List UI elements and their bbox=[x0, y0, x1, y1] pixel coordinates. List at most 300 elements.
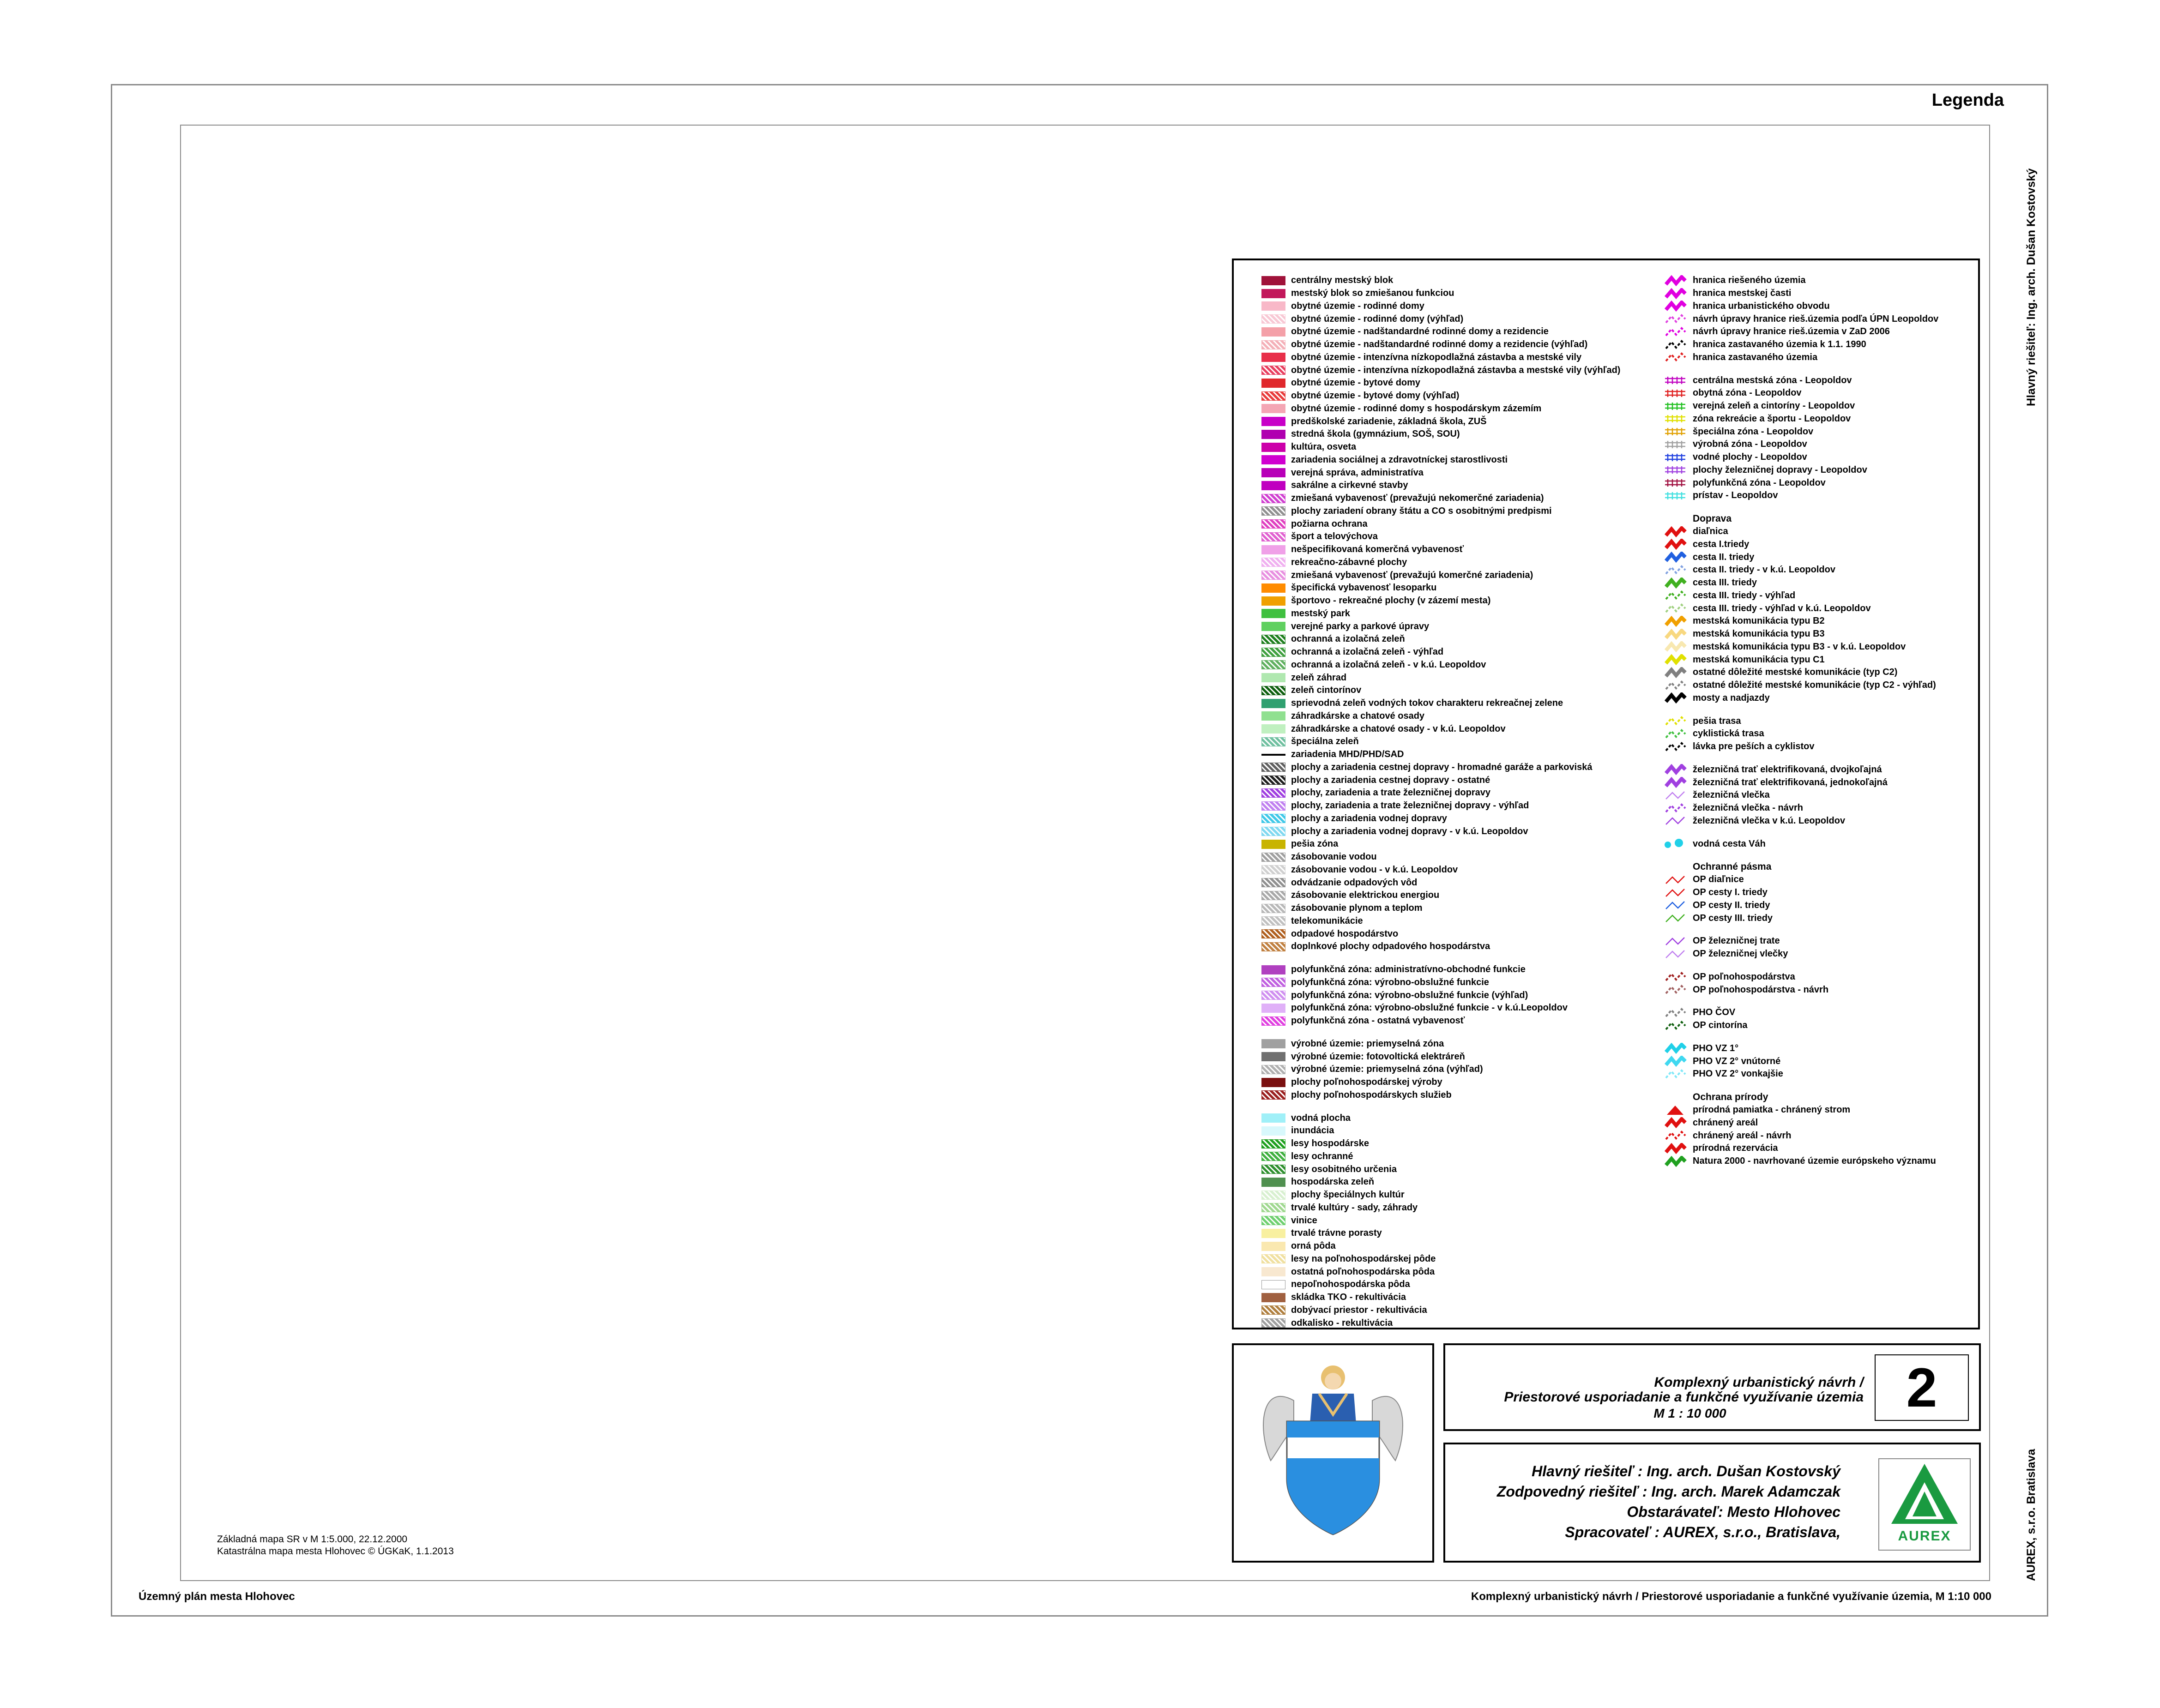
legend-item-label: centrálna mestská zóna - Leopoldov bbox=[1693, 375, 1852, 385]
legend-swatch bbox=[1261, 1113, 1285, 1123]
legend-item bbox=[1663, 274, 1938, 287]
legend-item bbox=[1261, 1176, 1620, 1189]
legend-item bbox=[1663, 300, 1938, 313]
legend-swatch bbox=[1261, 366, 1285, 375]
legend-item-label: cesta II. triedy - v k.ú. Leopoldov bbox=[1693, 565, 1835, 575]
legend-item-label: zeleň záhrad bbox=[1291, 672, 1347, 683]
legend-item-label: ochranná a izolačná zeleň bbox=[1291, 634, 1405, 644]
legend-swatch bbox=[1261, 622, 1285, 631]
legend-item bbox=[1261, 812, 1620, 825]
legend-swatch bbox=[1261, 1165, 1285, 1174]
legend-item bbox=[1663, 692, 1938, 705]
legend-line-symbol bbox=[1663, 464, 1687, 475]
legend-item-label: polyfunkčná zóna: výrobno-obslužné funkcie - v k.ú.Leopoldov bbox=[1291, 1003, 1568, 1013]
legend-item-label: obytné územie - rodinné domy s hospodárskym zázemím bbox=[1291, 403, 1542, 414]
legend-item bbox=[1261, 1038, 1620, 1051]
legend-swatch bbox=[1261, 788, 1285, 798]
legend-swatch bbox=[1261, 699, 1285, 708]
legend-swatch bbox=[1261, 686, 1285, 695]
legend-swatch bbox=[1261, 391, 1285, 401]
legend-swatch bbox=[1261, 1267, 1285, 1276]
legend-item-label: ostatné dôležité mestské komunikácie (typ C2) bbox=[1693, 667, 1898, 678]
legend-swatch bbox=[1261, 814, 1285, 823]
legend-item bbox=[1261, 761, 1620, 774]
legend-item-label: prírodná rezervácia bbox=[1693, 1143, 1778, 1154]
legend-line-symbol bbox=[1663, 275, 1687, 286]
legend-item-label: hranica riešeného územia bbox=[1693, 275, 1806, 286]
credit-base-map: Základná mapa SR v M 1:5.000, 22.12.2000 bbox=[217, 1534, 408, 1545]
legend-line-symbol bbox=[1663, 401, 1687, 412]
legend-swatch bbox=[1261, 711, 1285, 721]
legend-line-symbol bbox=[1663, 1020, 1687, 1031]
legend-item-label: obytné územie - rodinné domy (výhľad) bbox=[1291, 313, 1464, 324]
legend-gap bbox=[1663, 502, 1938, 512]
legend-swatch bbox=[1261, 1139, 1285, 1149]
legend-item-label: mestský park bbox=[1291, 608, 1350, 619]
legend-item bbox=[1261, 454, 1620, 467]
legend-swatch bbox=[1261, 1254, 1285, 1263]
legend-item-label: OP poľnohospodárstva bbox=[1693, 971, 1795, 982]
legend-item-label: plochy poľnohospodárskej výroby bbox=[1291, 1077, 1442, 1088]
legend-swatch bbox=[1261, 750, 1285, 759]
legend-item bbox=[1261, 1227, 1620, 1240]
legend-item-label: plochy poľnohospodárskych služieb bbox=[1291, 1089, 1452, 1100]
legend-item-label: telekomunikácie bbox=[1291, 915, 1363, 926]
legend-item bbox=[1261, 620, 1620, 633]
legend-line-symbol bbox=[1663, 352, 1687, 363]
legend-item bbox=[1261, 300, 1620, 313]
legend-item bbox=[1663, 400, 1938, 413]
legend-line-symbol bbox=[1663, 936, 1687, 947]
legend-item bbox=[1663, 387, 1938, 400]
legend-swatch bbox=[1261, 494, 1285, 503]
legend-swatch bbox=[1261, 1078, 1285, 1087]
legend-column-land-use bbox=[1261, 274, 1620, 1329]
legend-item-label: ochranná a izolačná zeleň - v k.ú. Leopoldov bbox=[1291, 659, 1486, 670]
legend-item bbox=[1261, 748, 1620, 761]
legend-item-label: diaľnica bbox=[1693, 526, 1728, 537]
legend-item bbox=[1261, 1317, 1620, 1329]
legend-line-symbol bbox=[1663, 413, 1687, 424]
legend-line-symbol bbox=[1663, 603, 1687, 614]
legend-item-label: odpadové hospodárstvo bbox=[1291, 928, 1399, 939]
legend-item-label: pešia zóna bbox=[1291, 839, 1339, 849]
legend-line-symbol bbox=[1663, 490, 1687, 501]
legend-line-symbol bbox=[1663, 526, 1687, 537]
legend-item-label: mestská komunikácia typu B3 bbox=[1693, 629, 1825, 639]
legend-item bbox=[1261, 659, 1620, 672]
legend-swatch bbox=[1261, 1318, 1285, 1328]
aurex-logo-icon bbox=[1878, 1458, 1971, 1551]
legend-item bbox=[1663, 873, 1938, 886]
legend-line-symbol bbox=[1663, 313, 1687, 325]
legend-item bbox=[1663, 551, 1938, 564]
drawing-title-line1: Komplexný urbanistický návrh / bbox=[1654, 1375, 1864, 1390]
legend-item-label: vinice bbox=[1291, 1215, 1317, 1226]
legend-item-label: lesy ochranné bbox=[1291, 1151, 1353, 1161]
legend-item bbox=[1261, 1214, 1620, 1227]
legend-item bbox=[1261, 466, 1620, 479]
legend-gap bbox=[1663, 996, 1938, 1006]
legend-line-symbol bbox=[1663, 439, 1687, 450]
legend-swatch bbox=[1261, 1004, 1285, 1013]
legend-item bbox=[1261, 1063, 1620, 1076]
legend-item-label: mosty a nadjazdy bbox=[1693, 692, 1770, 703]
legend-item-label: obytné územie - nadštandardné rodinné domy a rezidencie bbox=[1291, 326, 1549, 337]
legend-item bbox=[1261, 338, 1620, 351]
legend-item-label: výrobné územie: fotovoltická elektráreň bbox=[1291, 1051, 1465, 1062]
legend-swatch bbox=[1261, 737, 1285, 746]
legend-line-symbol bbox=[1663, 452, 1687, 463]
legend-item bbox=[1663, 728, 1938, 740]
legend-item-label: výrobné územie: priemyselná zóna (výhľad) bbox=[1291, 1064, 1483, 1075]
legend-item-label: plochy železničnej dopravy - Leopoldov bbox=[1693, 464, 1867, 475]
legend-item-label: hospodárska zeleň bbox=[1291, 1177, 1375, 1187]
legend-item bbox=[1261, 1125, 1620, 1137]
legend-item-label: OP poľnohospodárstva - návrh bbox=[1693, 984, 1829, 995]
legend-line-symbol bbox=[1663, 1130, 1687, 1141]
legend-swatch bbox=[1261, 571, 1285, 580]
legend-item bbox=[1261, 1304, 1620, 1317]
legend-item-label: obytné územie - bytové domy (výhľad) bbox=[1291, 391, 1460, 401]
legend-item-label: odvádzanie odpadových vôd bbox=[1291, 877, 1418, 888]
legend-item bbox=[1261, 415, 1620, 428]
legend-item-label: mestský blok so zmiešanou funkciou bbox=[1291, 288, 1454, 299]
legend-item-label: zásobovanie plynom a teplom bbox=[1291, 903, 1423, 914]
legend-item bbox=[1663, 313, 1938, 325]
legend-swatch bbox=[1261, 660, 1285, 669]
legend-gap bbox=[1663, 1081, 1938, 1091]
legend-item-label: sprievodná zeleň vodných tokov charakteru rekreačnej zelene bbox=[1291, 698, 1563, 709]
legend-item bbox=[1663, 764, 1938, 776]
legend-item-label: polyfunkčná zóna - ostatná vybavenosť bbox=[1291, 1016, 1465, 1026]
legend-item-label: vodná cesta Váh bbox=[1693, 838, 1766, 849]
legend-swatch bbox=[1261, 481, 1285, 490]
legend-item bbox=[1663, 325, 1938, 338]
legend-item-label: cesta I.triedy bbox=[1693, 539, 1750, 549]
legend-item-label: trvalé kultúry - sady, záhrady bbox=[1291, 1202, 1418, 1213]
legend-item-label: pešia trasa bbox=[1693, 716, 1741, 726]
legend-item-label: plochy zariadení obrany štátu a CO s osobitnými predpismi bbox=[1291, 505, 1552, 516]
legend-line-symbol bbox=[1663, 629, 1687, 640]
legend-swatch bbox=[1261, 545, 1285, 554]
legend-gap bbox=[1663, 961, 1938, 971]
legend-item bbox=[1261, 851, 1620, 864]
legend-item-label: PHO VZ 2° vnútorné bbox=[1693, 1056, 1781, 1066]
legend-swatch bbox=[1261, 455, 1285, 464]
legend-item bbox=[1261, 1015, 1620, 1028]
legend-item-label: ochranná a izolačná zeleň - výhľad bbox=[1291, 647, 1444, 657]
legend-item-label: hranica zastavaného územia k 1.1. 1990 bbox=[1693, 339, 1866, 350]
legend-item bbox=[1663, 912, 1938, 925]
author-procurer: Obstarávateľ: Mesto Hlohovec bbox=[1627, 1504, 1840, 1520]
legend-swatch bbox=[1261, 532, 1285, 541]
legend-item bbox=[1663, 886, 1938, 899]
legend-item-label: ostatná poľnohospodárska pôda bbox=[1291, 1266, 1435, 1277]
legend-item bbox=[1261, 390, 1620, 403]
legend-item-label: stredná škola (gymnázium, SOŠ, SOU) bbox=[1291, 429, 1460, 439]
legend-item-label: OP diaľnice bbox=[1693, 874, 1744, 885]
legend-item bbox=[1261, 479, 1620, 492]
legend-line-symbol bbox=[1663, 777, 1687, 788]
legend-item bbox=[1261, 963, 1620, 976]
legend-item-label: predškolské zariadenie, základná škola, ZUŠ bbox=[1291, 416, 1487, 427]
legend-item-label: verejná správa, administratíva bbox=[1291, 467, 1424, 478]
legend-swatch bbox=[1261, 1152, 1285, 1161]
legend-item bbox=[1261, 710, 1620, 723]
legend-item-label: dobývací priestor - rekultivácia bbox=[1291, 1305, 1427, 1315]
drawing-title-line2: Priestorové usporiadanie a funkčné využívanie územia bbox=[1504, 1389, 1864, 1405]
legend-item-label: inundácia bbox=[1291, 1125, 1334, 1136]
legend-line-symbol bbox=[1663, 654, 1687, 665]
legend-gap bbox=[1261, 953, 1620, 963]
legend-line-symbol bbox=[1663, 388, 1687, 399]
legend-swatch bbox=[1261, 801, 1285, 811]
legend-section-heading: Ochrana prírody bbox=[1693, 1091, 1768, 1102]
legend-swatch bbox=[1261, 443, 1285, 452]
legend-item bbox=[1663, 1104, 1938, 1117]
legend-gap bbox=[1663, 753, 1938, 764]
legend-item-label: špecifická vybavenosť lesoparku bbox=[1291, 583, 1437, 593]
legend-item-label: chránený areál bbox=[1693, 1117, 1758, 1128]
legend-gap bbox=[1663, 850, 1938, 860]
legend-swatch bbox=[1261, 853, 1285, 862]
legend-item bbox=[1261, 800, 1620, 812]
legend-line-symbol bbox=[1663, 1056, 1687, 1067]
legend-line-symbol bbox=[1663, 971, 1687, 982]
legend-item-label: OP železničnej vlečky bbox=[1693, 949, 1788, 959]
legend-item-label: výrobná zóna - Leopoldov bbox=[1693, 439, 1807, 450]
legend-item-label: prístav - Leopoldov bbox=[1693, 490, 1778, 501]
legend-item bbox=[1663, 425, 1938, 438]
legend-swatch bbox=[1261, 353, 1285, 362]
legend-swatch bbox=[1261, 558, 1285, 567]
drawing-title-box bbox=[1443, 1343, 1981, 1431]
legend-swatch bbox=[1261, 1126, 1285, 1136]
legend-swatch bbox=[1261, 1090, 1285, 1100]
legend-swatch bbox=[1261, 379, 1285, 388]
legend-swatch bbox=[1261, 430, 1285, 439]
legend-item-label: PHO ČOV bbox=[1693, 1007, 1736, 1018]
legend-item-label: verejné parky a parkové úpravy bbox=[1291, 621, 1430, 631]
legend-item-label: kultúra, osveta bbox=[1291, 442, 1357, 452]
legend-item bbox=[1261, 876, 1620, 889]
authors-box bbox=[1443, 1443, 1981, 1563]
legend-item-label: PHO VZ 1° bbox=[1693, 1043, 1739, 1053]
legend-item bbox=[1663, 489, 1938, 502]
legend-item bbox=[1261, 351, 1620, 364]
legend-swatch bbox=[1261, 991, 1285, 1000]
legend-swatch bbox=[1261, 878, 1285, 887]
legend-item bbox=[1261, 543, 1620, 556]
legend-item bbox=[1261, 774, 1620, 787]
legend-section-heading: Ochranné pásma bbox=[1693, 861, 1772, 872]
legend-item bbox=[1663, 525, 1938, 538]
legend-swatch bbox=[1261, 827, 1285, 836]
legend-item bbox=[1663, 464, 1938, 477]
legend-item-label: orná pôda bbox=[1291, 1241, 1336, 1251]
legend-item bbox=[1663, 1155, 1938, 1168]
legend-item bbox=[1261, 927, 1620, 940]
legend-item-label: mestská komunikácia typu B3 - v k.ú. Leopoldov bbox=[1693, 641, 1906, 652]
legend-item-label: špeciálna zeleň bbox=[1291, 736, 1359, 747]
legend-gap bbox=[1261, 1101, 1620, 1112]
legend-item-label: zmiešaná vybavenosť (prevažujú nekomerčné zariadenia) bbox=[1291, 493, 1544, 504]
legend-item bbox=[1261, 864, 1620, 877]
credit-cadastral-map: Katastrálna mapa mesta Hlohovec © ÚGKaK, 1.1.2013 bbox=[217, 1546, 454, 1557]
legend-swatch bbox=[1261, 327, 1285, 337]
legend-item-label: hranica zastavaného územia bbox=[1693, 352, 1818, 362]
legend-item bbox=[1261, 825, 1620, 838]
legend-item-label: zásobovanie elektrickou energiou bbox=[1291, 890, 1440, 901]
vertical-company-label: AUREX, s.r.o. Bratislava bbox=[2025, 1449, 2038, 1581]
legend-item-label: obytné územie - intenzívna nízkopodlažná zástavba a mestské vily bbox=[1291, 352, 1582, 362]
legend-item bbox=[1261, 722, 1620, 735]
legend-item bbox=[1663, 589, 1938, 602]
legend-item bbox=[1663, 802, 1938, 815]
legend-item bbox=[1663, 564, 1938, 577]
legend-line-symbol bbox=[1663, 913, 1687, 924]
legend-item-label: šport a telovýchova bbox=[1291, 531, 1378, 542]
legend-swatch bbox=[1261, 1229, 1285, 1238]
legend-item bbox=[1663, 715, 1938, 728]
legend-item bbox=[1663, 628, 1938, 641]
footer-project-title: Územný plán mesta Hlohovec bbox=[139, 1590, 295, 1603]
legend-item-label: zásobovanie vodou bbox=[1291, 852, 1377, 862]
legend-item bbox=[1663, 413, 1938, 426]
legend-item bbox=[1261, 735, 1620, 748]
legend-item bbox=[1261, 1163, 1620, 1176]
legend-item bbox=[1261, 646, 1620, 659]
legend-item-label: plochy a zariadenia vodnej dopravy - v k.ú. Leopoldov bbox=[1291, 826, 1528, 836]
legend-item bbox=[1261, 517, 1620, 530]
legend-item bbox=[1261, 1202, 1620, 1215]
legend-swatch bbox=[1261, 276, 1285, 285]
coat-of-arms-icon bbox=[1234, 1345, 1432, 1561]
legend-item bbox=[1663, 374, 1938, 387]
legend-gap bbox=[1663, 925, 1938, 935]
legend-item-label: prírodná pamiatka - chránený strom bbox=[1693, 1105, 1851, 1115]
legend-swatch bbox=[1261, 965, 1285, 974]
legend-line-symbol bbox=[1663, 326, 1687, 337]
legend-swatch bbox=[1261, 673, 1285, 682]
legend-item bbox=[1663, 776, 1938, 789]
legend-item-label: polyfunkčná zóna - Leopoldov bbox=[1693, 477, 1826, 488]
legend-item bbox=[1261, 492, 1620, 505]
legend-item bbox=[1261, 902, 1620, 915]
legend-item-label: vodná plocha bbox=[1291, 1113, 1351, 1123]
legend-item-label: obytné územie - bytové domy bbox=[1291, 378, 1421, 388]
legend-line-symbol bbox=[1663, 616, 1687, 627]
legend-swatch bbox=[1261, 1039, 1285, 1048]
legend-swatch bbox=[1261, 978, 1285, 987]
legend-item-label: nepoľnohospodárska pôda bbox=[1291, 1279, 1410, 1290]
legend-swatch bbox=[1261, 891, 1285, 900]
legend-item-label: špeciálna zóna - Leopoldov bbox=[1693, 426, 1814, 437]
legend-swatch bbox=[1261, 1178, 1285, 1187]
legend-item bbox=[1663, 641, 1938, 654]
legend-item bbox=[1663, 679, 1938, 692]
legend-line-symbol bbox=[1663, 667, 1687, 678]
legend-swatch bbox=[1261, 506, 1285, 516]
legend-item-label: OP cesty I. triedy bbox=[1693, 887, 1768, 898]
legend-swatch bbox=[1261, 1052, 1285, 1061]
legend-swatch bbox=[1261, 865, 1285, 874]
legend-line-symbol bbox=[1663, 1043, 1687, 1054]
legend-item bbox=[1663, 935, 1938, 948]
legend-item-label: ostatné dôležité mestské komunikácie (typ C2 - výhľad) bbox=[1693, 680, 1936, 691]
legend-item bbox=[1663, 948, 1938, 961]
legend-item bbox=[1663, 438, 1938, 451]
legend-swatch bbox=[1261, 724, 1285, 734]
legend-line-symbol bbox=[1663, 1143, 1687, 1154]
drawing-number-box bbox=[1875, 1354, 1969, 1421]
author-processor: Spracovateľ : AUREX, s.r.o., Bratislava, bbox=[1565, 1524, 1840, 1540]
legend-swatch bbox=[1261, 1065, 1285, 1074]
vertical-author-label: Hlavný riešiteľ: Ing. arch. Dušan Kostovský bbox=[2025, 168, 2038, 406]
legend-item-label: železničná trať elektrifikovaná, dvojkoľajná bbox=[1693, 764, 1882, 775]
legend-item bbox=[1663, 971, 1938, 984]
legend-item bbox=[1261, 1240, 1620, 1253]
legend-line-symbol bbox=[1663, 539, 1687, 550]
legend-item bbox=[1261, 1112, 1620, 1125]
legend-item bbox=[1663, 666, 1938, 679]
legend-item-label: obytná zóna - Leopoldov bbox=[1693, 388, 1802, 398]
legend-item bbox=[1663, 577, 1938, 589]
legend-item-label: zásobovanie vodou - v k.ú. Leopoldov bbox=[1291, 864, 1458, 875]
legend-swatch bbox=[1261, 289, 1285, 298]
legend-item bbox=[1663, 1019, 1938, 1032]
legend-line-symbol bbox=[1663, 680, 1687, 691]
legend-item-label: zeleň cintorínov bbox=[1291, 685, 1362, 696]
legend-line-symbol bbox=[1663, 741, 1687, 752]
legend-item bbox=[1261, 428, 1620, 441]
legend-item bbox=[1261, 787, 1620, 800]
legend-item bbox=[1663, 740, 1938, 753]
footer-drawing-title: Komplexný urbanistický návrh / Priestorové usporiadanie a funkčné využívanie územia, M 1:10 000 bbox=[1471, 1590, 1991, 1603]
legend-item-label: cyklistická trasa bbox=[1693, 728, 1764, 739]
legend-item bbox=[1663, 476, 1938, 489]
legend-item bbox=[1261, 1150, 1620, 1163]
legend-line-symbol bbox=[1663, 426, 1687, 437]
legend-item-label: centrálny mestský blok bbox=[1291, 275, 1394, 286]
legend-item bbox=[1261, 1076, 1620, 1089]
legend-item bbox=[1261, 582, 1620, 595]
legend-item-label: PHO VZ 2° vonkajšie bbox=[1693, 1069, 1783, 1079]
legend-item bbox=[1663, 1117, 1938, 1130]
legend-line-symbol bbox=[1663, 477, 1687, 488]
legend-item-label: obytné územie - rodinné domy bbox=[1291, 301, 1424, 311]
legend-item bbox=[1261, 989, 1620, 1002]
legend-item bbox=[1663, 351, 1938, 364]
legend-line-symbol bbox=[1663, 803, 1687, 814]
legend-line-symbol bbox=[1663, 301, 1687, 312]
legend-swatch bbox=[1261, 404, 1285, 413]
legend-item bbox=[1261, 530, 1620, 543]
legend-swatch bbox=[1261, 1305, 1285, 1315]
legend-line-symbol bbox=[1663, 590, 1687, 601]
legend-line-symbol bbox=[1663, 692, 1687, 704]
legend-item-label: OP cesty II. triedy bbox=[1693, 900, 1770, 910]
legend-swatch bbox=[1261, 1293, 1285, 1302]
legend-item-label: nešpecifikovaná komerčná vybavenosť bbox=[1291, 544, 1464, 555]
legend-item bbox=[1663, 1129, 1938, 1142]
legend-item-label: plochy, zariadenia a trate železničnej dopravy bbox=[1291, 788, 1491, 798]
legend-line-symbol bbox=[1663, 1105, 1687, 1116]
legend-item bbox=[1261, 607, 1620, 620]
legend-line-symbol bbox=[1663, 716, 1687, 727]
legend-item-label: lesy osobitného určenia bbox=[1291, 1164, 1397, 1174]
